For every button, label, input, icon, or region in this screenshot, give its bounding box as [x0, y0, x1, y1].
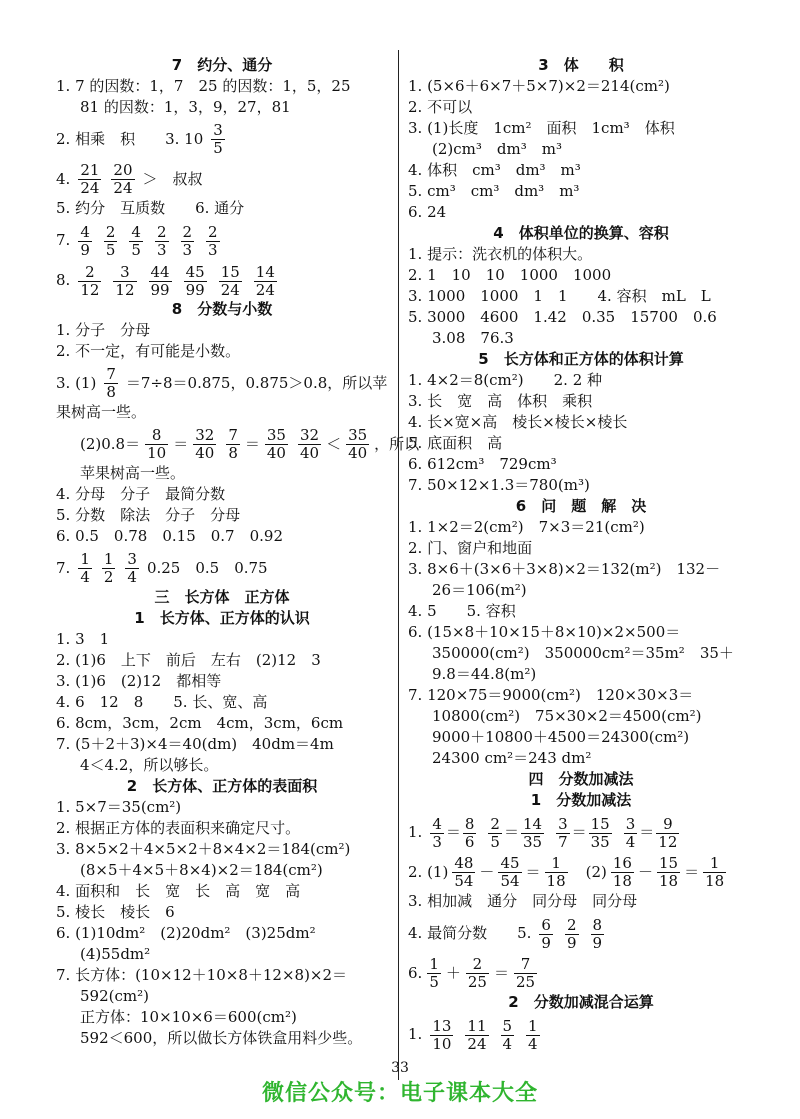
denominator: 3	[182, 240, 193, 259]
answer-line	[56, 363, 388, 403]
answer-text: 3. (1)	[56, 374, 97, 392]
fraction	[589, 816, 612, 851]
answer-line: 4. 面积和 长 宽 长 高 宽 高	[56, 882, 301, 900]
denominator: 9	[592, 933, 603, 952]
numerator: 9	[656, 816, 679, 834]
answer-line: 正方体：10×10×6＝600(cm²)	[80, 1008, 297, 1026]
denominator: 4	[80, 567, 90, 586]
answer-line: 5. 分数 除法 分子 分母	[56, 506, 241, 524]
equals-sign: ＝	[525, 863, 541, 881]
answer-line	[56, 159, 388, 199]
numerator: 3	[625, 814, 636, 833]
denominator: 99	[185, 280, 205, 299]
fraction	[78, 551, 92, 586]
answer-line: 7. 120×75＝9000(cm²) 120×30×3＝	[408, 686, 694, 704]
answer-line	[408, 953, 754, 993]
answer-line: 592＜600，所以做长方体铁盒用料少些。	[80, 1029, 363, 1047]
answer-line: 5. 底面积 高	[408, 434, 503, 452]
fraction	[206, 224, 220, 259]
answer-text: (2)	[585, 863, 607, 881]
numerator: 4	[131, 222, 141, 241]
numerator: 15	[659, 853, 679, 872]
section-heading: 2 分数加减混合运算	[508, 993, 654, 1011]
answer-line: 2. (1)6 上下 前后 左右 (2)12 3	[56, 651, 321, 669]
answer-line: 1. 1×2＝2(cm²) 7×3＝21(cm²)	[408, 518, 645, 536]
answer-line: 苹果树高一些。	[80, 464, 186, 482]
fraction	[149, 264, 172, 299]
answer-line: 2. 门、窗户和地面	[408, 539, 533, 557]
numerator: 4	[80, 222, 90, 241]
denominator: 18	[612, 871, 632, 890]
answer-line: 1. 3 1	[56, 630, 110, 648]
numerator: 13	[432, 1016, 452, 1035]
numerator: 15	[590, 814, 610, 833]
numerator: 16	[612, 853, 632, 872]
fraction	[463, 816, 477, 851]
column-divider	[398, 50, 399, 1080]
numerator: 44	[150, 262, 170, 281]
fraction	[521, 816, 544, 851]
answer-line: 7. (5＋2＋3)×4＝40(dm) 40dm＝4m	[56, 735, 334, 753]
denominator: 3	[432, 832, 442, 851]
answer-line: 5. 棱长 棱长 6	[56, 903, 175, 921]
denominator: 5	[213, 138, 223, 157]
numerator: 5	[502, 1016, 513, 1035]
answer-line	[56, 119, 388, 159]
answer-number: 1.	[408, 1025, 423, 1043]
fraction	[488, 816, 502, 851]
right-column	[408, 56, 754, 1054]
denominator: 24	[467, 1034, 487, 1053]
numerator: 45	[500, 853, 520, 872]
fraction	[78, 162, 101, 197]
fraction	[565, 917, 579, 952]
section-heading: 2 长方体、正方体的表面积	[126, 777, 318, 795]
denominator: 54	[454, 871, 474, 890]
answer-line: 81 的因数：1，3，9，27，81	[80, 98, 291, 116]
denominator: 12	[80, 280, 100, 299]
answer-line: 4. 体积 cm³ dm³ m³	[408, 161, 581, 179]
fraction	[184, 264, 207, 299]
answer-line: 5. 3000 4600 1.42 0.35 15700 0.6	[408, 308, 717, 326]
numerator: 15	[220, 262, 240, 281]
denominator: 3	[156, 240, 167, 259]
answer-line: 6. 24	[408, 203, 447, 221]
answer-line: 3. (1)6 (2)12 都相等	[56, 672, 222, 690]
watermark: 微信公众号：电子课本大全	[261, 1081, 538, 1106]
fraction	[254, 264, 277, 299]
answer-line: 9000＋10800＋4500＝24300(cm²)	[432, 728, 690, 746]
numerator: 3	[213, 120, 223, 139]
answer-line: 3. 相加减 通分 同分母 同分母	[408, 892, 638, 910]
numerator: 3	[558, 814, 568, 833]
numerator: 2	[105, 222, 116, 241]
numerator: 8	[145, 427, 168, 445]
denominator: 40	[266, 443, 286, 462]
denominator: 40	[348, 443, 368, 462]
denominator: 5	[131, 240, 141, 259]
denominator: 8	[106, 382, 116, 401]
numerator: 8	[464, 814, 475, 833]
denominator: 35	[590, 832, 610, 851]
denominator: 4	[127, 567, 137, 586]
denominator: 4	[625, 832, 636, 851]
numerator: 35	[266, 425, 286, 444]
denominator: 10	[432, 1034, 452, 1053]
equals-sign: ＝	[493, 964, 509, 982]
fraction	[181, 224, 195, 259]
numerator: 7	[228, 425, 238, 444]
fraction-equations	[428, 812, 689, 852]
fraction	[265, 427, 288, 462]
fraction	[591, 917, 605, 952]
denominator: 12	[115, 280, 135, 299]
denominator: 3	[208, 240, 218, 259]
denominator: 2	[103, 567, 114, 586]
answer-line: 6. 612cm³ 729cm³	[408, 455, 557, 473]
equals-sign: ＝	[173, 435, 189, 453]
answer-line: 5. 约分 互质数 6. 通分	[56, 199, 245, 217]
fraction	[465, 1018, 488, 1053]
answer-line	[408, 1014, 754, 1054]
unit-heading: 四 分数加减法	[528, 770, 634, 788]
denominator: 40	[299, 443, 320, 462]
fraction	[526, 1018, 540, 1053]
answer-line: 9.8＝44.8(m²)	[432, 665, 537, 683]
denominator: 25	[467, 972, 487, 991]
fraction	[430, 816, 444, 851]
numerator: 2	[182, 222, 193, 241]
fraction	[656, 816, 679, 851]
denominator: 4	[528, 1034, 538, 1053]
denominator: 8	[228, 443, 238, 462]
fraction	[452, 855, 475, 890]
answer-number: 8.	[56, 271, 71, 289]
answer-text: 4. 最简分数 5.	[408, 924, 532, 942]
numerator: 20	[113, 160, 133, 179]
left-column	[56, 56, 420, 1050]
fraction	[78, 264, 101, 299]
section-heading: 5 长方体和正方体的体积计算	[478, 350, 684, 368]
denominator: 12	[658, 832, 678, 851]
page-number: 33	[391, 1060, 409, 1076]
answer-line: 6. 8cm，3cm，2cm 4cm，3cm，6cm	[56, 714, 344, 732]
section-heading: 6 问 题 解 决	[515, 497, 647, 515]
answer-number: 7.	[56, 231, 71, 249]
fraction	[703, 855, 726, 890]
fraction	[78, 224, 92, 259]
answer-line: 6. (1)10dm² (2)20dm² (3)25dm²	[56, 924, 316, 942]
fraction	[466, 956, 489, 991]
answer-line: 1. 5×7＝35(cm²)	[56, 798, 182, 816]
fraction	[427, 956, 441, 991]
unit-heading: 三 长方体 正方体	[154, 588, 290, 606]
answer-line	[408, 913, 754, 953]
equals-sign: ＝	[244, 435, 260, 453]
fraction	[611, 855, 634, 890]
numerator: 32	[195, 425, 215, 444]
equals-sign: ＝	[684, 863, 700, 881]
answer-line: 果树高一些。	[56, 403, 147, 421]
numerator: 2	[490, 814, 500, 833]
answer-line: (4)55dm²	[80, 945, 151, 963]
denominator: 18	[546, 871, 566, 890]
fraction	[193, 427, 216, 462]
answer-line: 3. 长 宽 高 体积 乘积	[408, 392, 593, 410]
equals-sign: ＝	[503, 823, 519, 841]
denominator: 99	[150, 280, 170, 299]
answer-text: ＞ 叔叔	[142, 170, 203, 188]
answer-number: 1.	[408, 823, 423, 841]
fraction	[226, 427, 240, 462]
numerator: 14	[255, 262, 275, 281]
fraction-list	[76, 220, 229, 260]
minus-sign: －	[637, 863, 653, 881]
answer-line	[408, 852, 754, 892]
numerator: 2	[156, 222, 167, 241]
fraction	[145, 427, 168, 462]
denominator: 18	[659, 871, 679, 890]
section-heading: 1 长方体、正方体的认识	[134, 609, 310, 627]
denominator: 9	[80, 240, 90, 259]
answer-line: 24300 cm²＝243 dm²	[432, 749, 592, 767]
less-than-sign: ＜	[326, 435, 342, 453]
fraction	[211, 122, 225, 157]
numerator: 3	[113, 264, 136, 282]
answer-line: 4. 分母 分子 最简分数	[56, 485, 226, 503]
answer-line: 1. 4×2＝8(cm²) 2. 2 种	[408, 371, 603, 389]
numerator: 21	[80, 160, 100, 179]
answer-line: 350000(cm²) 350000cm²＝35m² 35＋	[432, 644, 734, 662]
answer-line: 6. 0.5 0.78 0.15 0.7 0.92	[56, 527, 283, 545]
answer-text: (2)0.8＝	[80, 435, 141, 453]
numerator: 1	[703, 855, 726, 873]
denominator: 5	[105, 240, 116, 259]
numerator: 45	[185, 262, 205, 281]
answer-number: 6.	[408, 964, 423, 982]
numerator: 2	[466, 956, 489, 974]
section-heading: 8 分数与小数	[171, 300, 273, 318]
fraction	[556, 816, 570, 851]
numerator: 32	[299, 425, 320, 444]
fraction	[624, 816, 638, 851]
fraction	[111, 162, 134, 197]
answer-text: ＝7÷8＝0.875，0.875＞0.8，所以苹	[125, 374, 388, 392]
denominator: 9	[566, 933, 577, 952]
answer-number: 7.	[56, 559, 71, 577]
answer-line: 2. 1 10 10 1000 1000	[408, 266, 612, 284]
fraction	[657, 855, 680, 890]
answer-line: 3.08 76.3	[432, 329, 514, 347]
answer-line: 4＜4.2，所以够长。	[80, 756, 219, 774]
answer-line	[56, 220, 388, 260]
answer-line: 1. (5×6＋6×7＋5×7)×2＝214(cm²)	[408, 77, 670, 95]
fraction	[498, 855, 521, 890]
answer-line: 4. 6 12 8 5. 长、宽、高	[56, 693, 268, 711]
numerator: 3	[127, 549, 137, 568]
answer-line	[56, 424, 420, 464]
plus-sign: ＋	[445, 964, 461, 982]
equals-sign: ＝	[639, 823, 655, 841]
fraction	[104, 224, 118, 259]
answer-line: 10800(cm²) 75×30×2＝4500(cm²)	[432, 707, 702, 725]
fraction	[430, 1018, 453, 1053]
section-heading: 4 体积单位的换算、容积	[493, 224, 669, 242]
answer-line: (8×5＋4×5＋8×4)×2＝184(cm²)	[80, 861, 323, 879]
denominator: 25	[515, 972, 536, 991]
answer-text: 0.25 0.5 0.75	[146, 559, 268, 577]
answer-line: 2. 不一定，有可能是小数。	[56, 342, 241, 360]
answer-line: 4. 5 5. 容积	[408, 602, 516, 620]
answer-line: 2. 不可以	[408, 98, 473, 116]
denominator: 4	[502, 1034, 513, 1053]
numerator: 2	[208, 222, 218, 241]
minus-sign: －	[479, 863, 495, 881]
denominator: 54	[500, 871, 520, 890]
answer-number: 4.	[56, 170, 71, 188]
answer-line: 7. 长方体：(10×12＋10×8＋12×8)×2＝	[56, 966, 348, 984]
answer-line: (2)cm³ dm³ m³	[432, 140, 562, 158]
numerator: 1	[429, 954, 439, 973]
answer-line: 6. (15×8＋10×15＋8×10)×2×500＝	[408, 623, 681, 641]
answer-text: 2. (1)	[408, 863, 449, 881]
fraction	[346, 427, 369, 462]
numerator: 11	[467, 1016, 487, 1035]
fraction	[539, 917, 553, 952]
numerator: 14	[522, 814, 543, 833]
denominator: 9	[541, 933, 551, 952]
denominator: 35	[522, 832, 543, 851]
section-heading: 1 分数加减法	[530, 791, 632, 809]
answer-line	[56, 548, 388, 588]
fraction	[545, 855, 568, 890]
answer-line: 1. 7 的因数：1，7 25 的因数：1，5，25	[56, 77, 351, 95]
fraction	[155, 224, 169, 259]
numerator: 6	[541, 915, 551, 934]
answer-line: 7. 50×12×1.3＝780(m³)	[408, 476, 590, 494]
fraction-list	[76, 260, 287, 300]
numerator: 2	[78, 264, 101, 282]
answer-line: 4. 长×宽×高 棱长×棱长×棱长	[408, 413, 628, 431]
denominator: 7	[558, 832, 568, 851]
numerator: 1	[545, 855, 568, 873]
answer-line: 1. 提示：洗衣机的体积大。	[408, 245, 593, 263]
fraction-list	[428, 1014, 549, 1054]
numerator: 1	[528, 1016, 538, 1035]
denominator: 10	[147, 443, 167, 462]
fraction	[125, 551, 139, 586]
answer-line: 3. 8×6＋(3×6＋3×8)×2＝132(m²) 132－	[408, 560, 721, 578]
equals-sign: ＝	[571, 823, 587, 841]
answer-line: 1. 分子 分母	[56, 321, 151, 339]
equals-sign: ＝	[445, 823, 461, 841]
numerator: 35	[348, 425, 368, 444]
denominator: 5	[429, 972, 439, 991]
section-heading: 7 约分、通分	[171, 56, 273, 74]
denominator: 24	[80, 178, 100, 197]
fraction	[104, 366, 118, 401]
denominator: 6	[464, 832, 475, 851]
answer-line: 3. 1000 1000 1 1 4. 容积 mL L	[408, 287, 711, 305]
numerator: 2	[566, 915, 577, 934]
numerator: 1	[80, 549, 90, 568]
answer-line	[408, 812, 754, 852]
denominator: 18	[705, 871, 725, 890]
denominator: 24	[255, 280, 275, 299]
answer-line	[56, 260, 388, 300]
answer-text: ，所以	[374, 435, 420, 453]
answer-line: 2. 根据正方体的表面积来确定尺寸。	[56, 819, 301, 837]
denominator: 40	[195, 443, 215, 462]
numerator: 7	[514, 956, 537, 974]
answer-line: 3. (1)长度 1cm² 面积 1cm³ 体积	[408, 119, 675, 137]
numerator: 7	[106, 364, 116, 383]
answer-line: 5. cm³ cm³ dm³ m³	[408, 182, 580, 200]
fraction	[298, 427, 321, 462]
denominator: 24	[113, 178, 133, 197]
answer-line: 26＝106(m²)	[432, 581, 527, 599]
fraction	[102, 551, 116, 586]
fraction	[129, 224, 143, 259]
numerator: 48	[454, 853, 474, 872]
section-heading: 3 体 积	[538, 56, 624, 74]
fraction	[514, 956, 537, 991]
numerator: 8	[592, 915, 603, 934]
fraction-list	[537, 913, 614, 953]
numerator: 4	[432, 814, 442, 833]
numerator: 1	[103, 549, 114, 568]
answer-text: 2. 相乘 积 3. 10	[56, 130, 204, 148]
answer-line: 592(cm²)	[80, 987, 149, 1005]
answer-line: 3. 8×5×2＋4×5×2＋8×4×2＝184(cm²)	[56, 840, 351, 858]
denominator: 24	[220, 280, 240, 299]
denominator: 5	[490, 832, 500, 851]
fraction	[219, 264, 242, 299]
fraction	[113, 264, 136, 299]
fraction	[501, 1018, 515, 1053]
